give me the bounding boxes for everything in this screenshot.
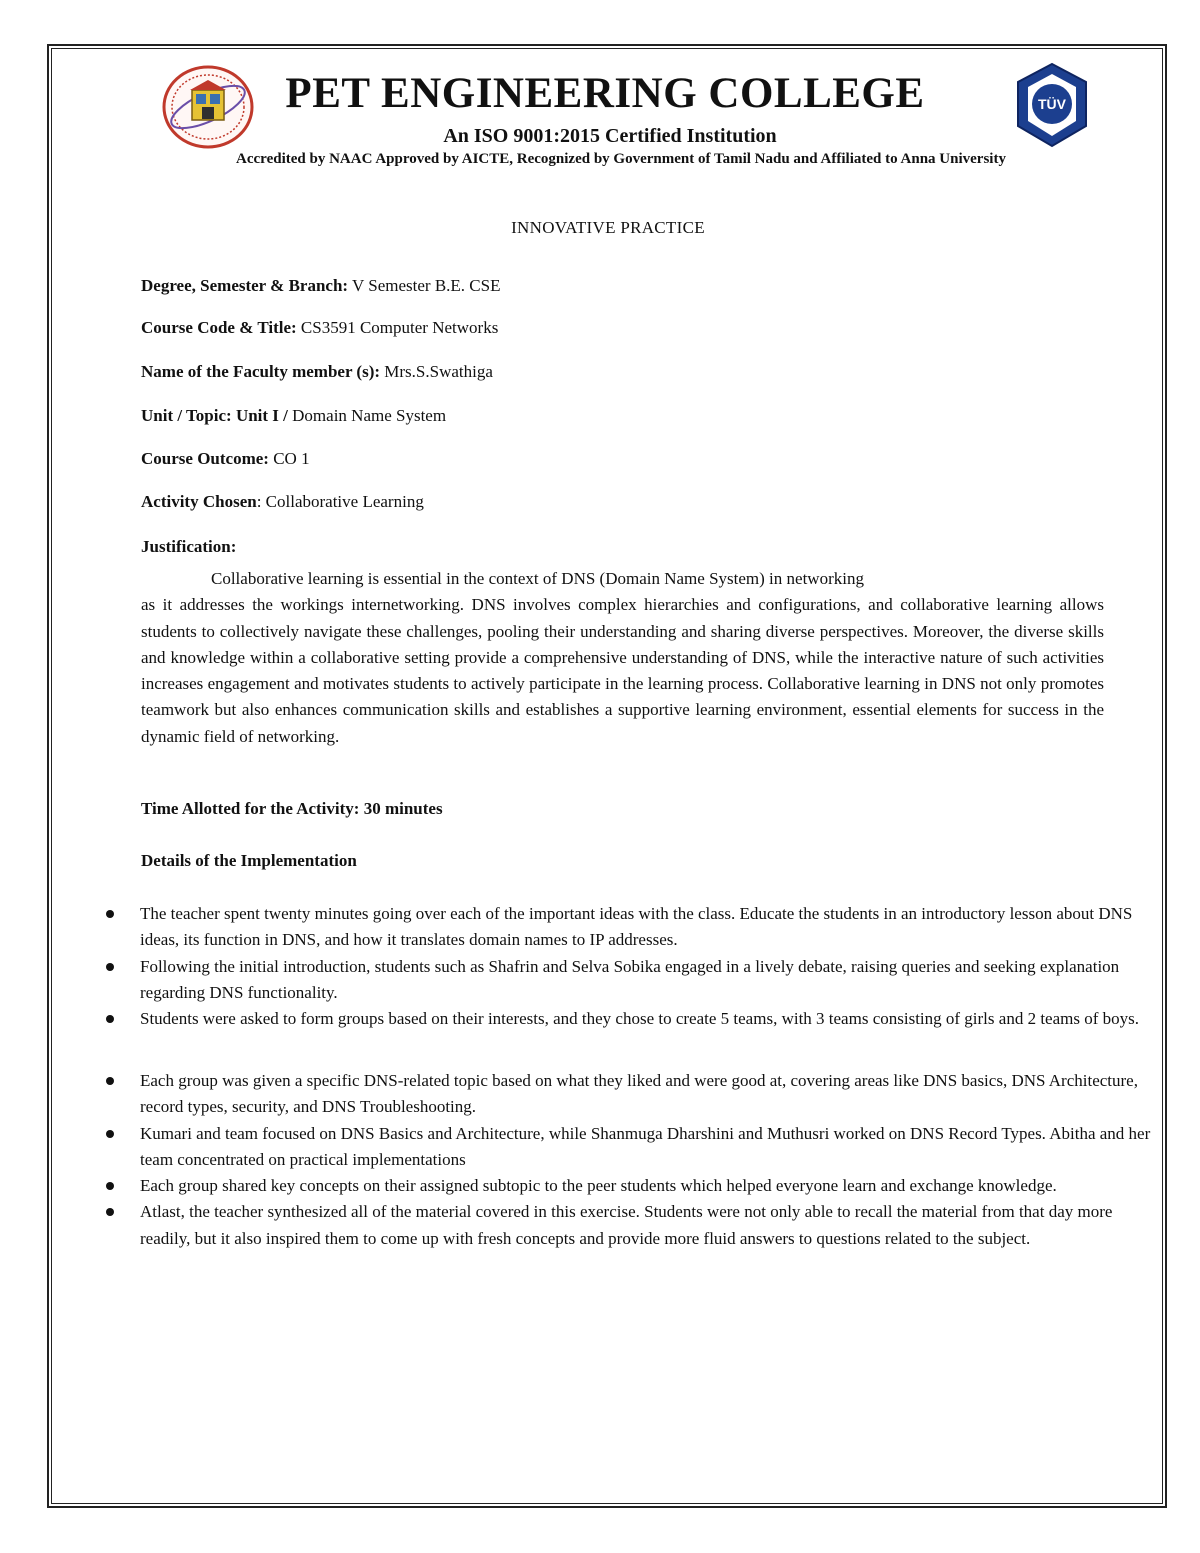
implementation-list-continued (100, 1068, 1152, 1252)
bullet-icon (106, 1130, 114, 1138)
activity-field (141, 492, 424, 512)
faculty-label: Name of the Faculty member (s): (141, 362, 381, 381)
tuv-logo-text: TÜV (1038, 96, 1066, 112)
list-item (100, 1006, 1152, 1032)
bullet-icon (106, 910, 114, 918)
list-item (100, 1199, 1152, 1252)
accreditation-line: Accredited by NAAC Approved by AICTE, Recognized by Government of Tamil Nadu and Affiliated to Anna University (236, 151, 1006, 167)
implementation-list (100, 901, 1152, 1032)
bullet-icon (106, 1182, 114, 1190)
outcome-label: Course Outcome: (141, 449, 269, 468)
bullet-icon (106, 1208, 114, 1216)
bullet-icon (106, 963, 114, 971)
faculty-field (141, 362, 493, 382)
course-label: Course Code & Title: (141, 318, 297, 337)
faculty-value: Mrs.S.Swathiga (380, 362, 493, 381)
justification-paragraph (141, 566, 1104, 750)
details-heading: Details of the Implementation (141, 851, 357, 870)
justification-body: as it addresses the workings internetworking. DNS involves complex hierarchies and configurations, and collaborative learning allows students to collectively navigate these challenges, pooling their understanding and sharing diverse perspectives. Moreover, the diverse skills and knowledge within a collaborative setting provide a comprehensive understanding of DNS, while the interactive nature of such activities increases engagement and motivates students to actively participate in the learning process. Collaborative learning in DNS not only promotes teamwork but also enhances communication skills and establishes a supportive learning environment, essential elements for success in the dynamic field of networking. (141, 595, 1104, 746)
bullet-icon (106, 1077, 114, 1085)
list-item (100, 1121, 1152, 1174)
list-item-text: Each group shared key concepts on their assigned subtopic to the peer students which helped everyone learn and exchange knowledge. (140, 1176, 1057, 1196)
list-item-text: The teacher spent twenty minutes going over each of the important ideas with the class. Educate the students in an introductory lesson about DNS ideas, its function in DNS, and how it translates domain names to IP addresses. (140, 904, 1133, 950)
list-item-text: Each group was given a specific DNS-related topic based on what they liked and were good at, covering areas like DNS basics, DNS Architecture, record types, security, and DNS Troubleshooting. (140, 1071, 1138, 1117)
list-item-text: Kumari and team focused on DNS Basics and Architecture, while Shanmuga Dharshini and Muthusri worked on DNS Record Types. Abitha and her team concentrated on practical implementations (140, 1123, 1151, 1169)
list-item-text: Atlast, the teacher synthesized all of the material covered in this exercise. Students were not only able to recall the material from that day more readily, but it also inspired them to come up with fresh concepts and provide more fluid answers to questions related to the subject. (140, 1202, 1113, 1248)
course-value: CS3591 Computer Networks (296, 318, 499, 337)
iso-certification-line: An ISO 9001:2015 Certified Institution (443, 125, 777, 147)
document-title: INNOVATIVE PRACTICE (511, 218, 705, 237)
activity-label: Activity Chosen (141, 492, 257, 511)
course-field (141, 318, 498, 338)
justification-heading: Justification: (141, 537, 237, 556)
list-item (100, 954, 1152, 1007)
unit-value: Domain Name System (287, 406, 447, 425)
degree-value: V Semester B.E. CSE (348, 276, 501, 295)
bullet-icon (106, 1015, 114, 1023)
outcome-value: CO 1 (268, 449, 310, 468)
list-item-text: Following the initial introduction, students such as Shafrin and Selva Sobika engaged in a lively debate, raising queries and seeking explanation regarding DNS functionality. (140, 956, 1120, 1002)
degree-label: Degree, Semester & Branch: (141, 276, 349, 295)
unit-field (141, 406, 446, 426)
time-allotted: Time Allotted for the Activity: 30 minutes (141, 799, 443, 818)
page-border-inner (51, 48, 1163, 1504)
list-item-text: Students were asked to form groups based on their interests, and they chose to create 5 teams, with 3 teams consisting of girls and 2 teams of boys. (140, 1009, 1139, 1029)
justification-first-line: Collaborative learning is essential in the context of DNS (Domain Name System) in networking (211, 569, 864, 588)
list-item (100, 1173, 1152, 1199)
activity-value: : Collaborative Learning (256, 492, 424, 511)
outcome-field (141, 449, 310, 469)
degree-field (141, 276, 500, 296)
unit-label: Unit / Topic: Unit I / (141, 406, 288, 425)
list-item (100, 901, 1152, 954)
college-name: PET ENGINEERING COLLEGE (285, 70, 925, 117)
list-item (100, 1068, 1152, 1121)
